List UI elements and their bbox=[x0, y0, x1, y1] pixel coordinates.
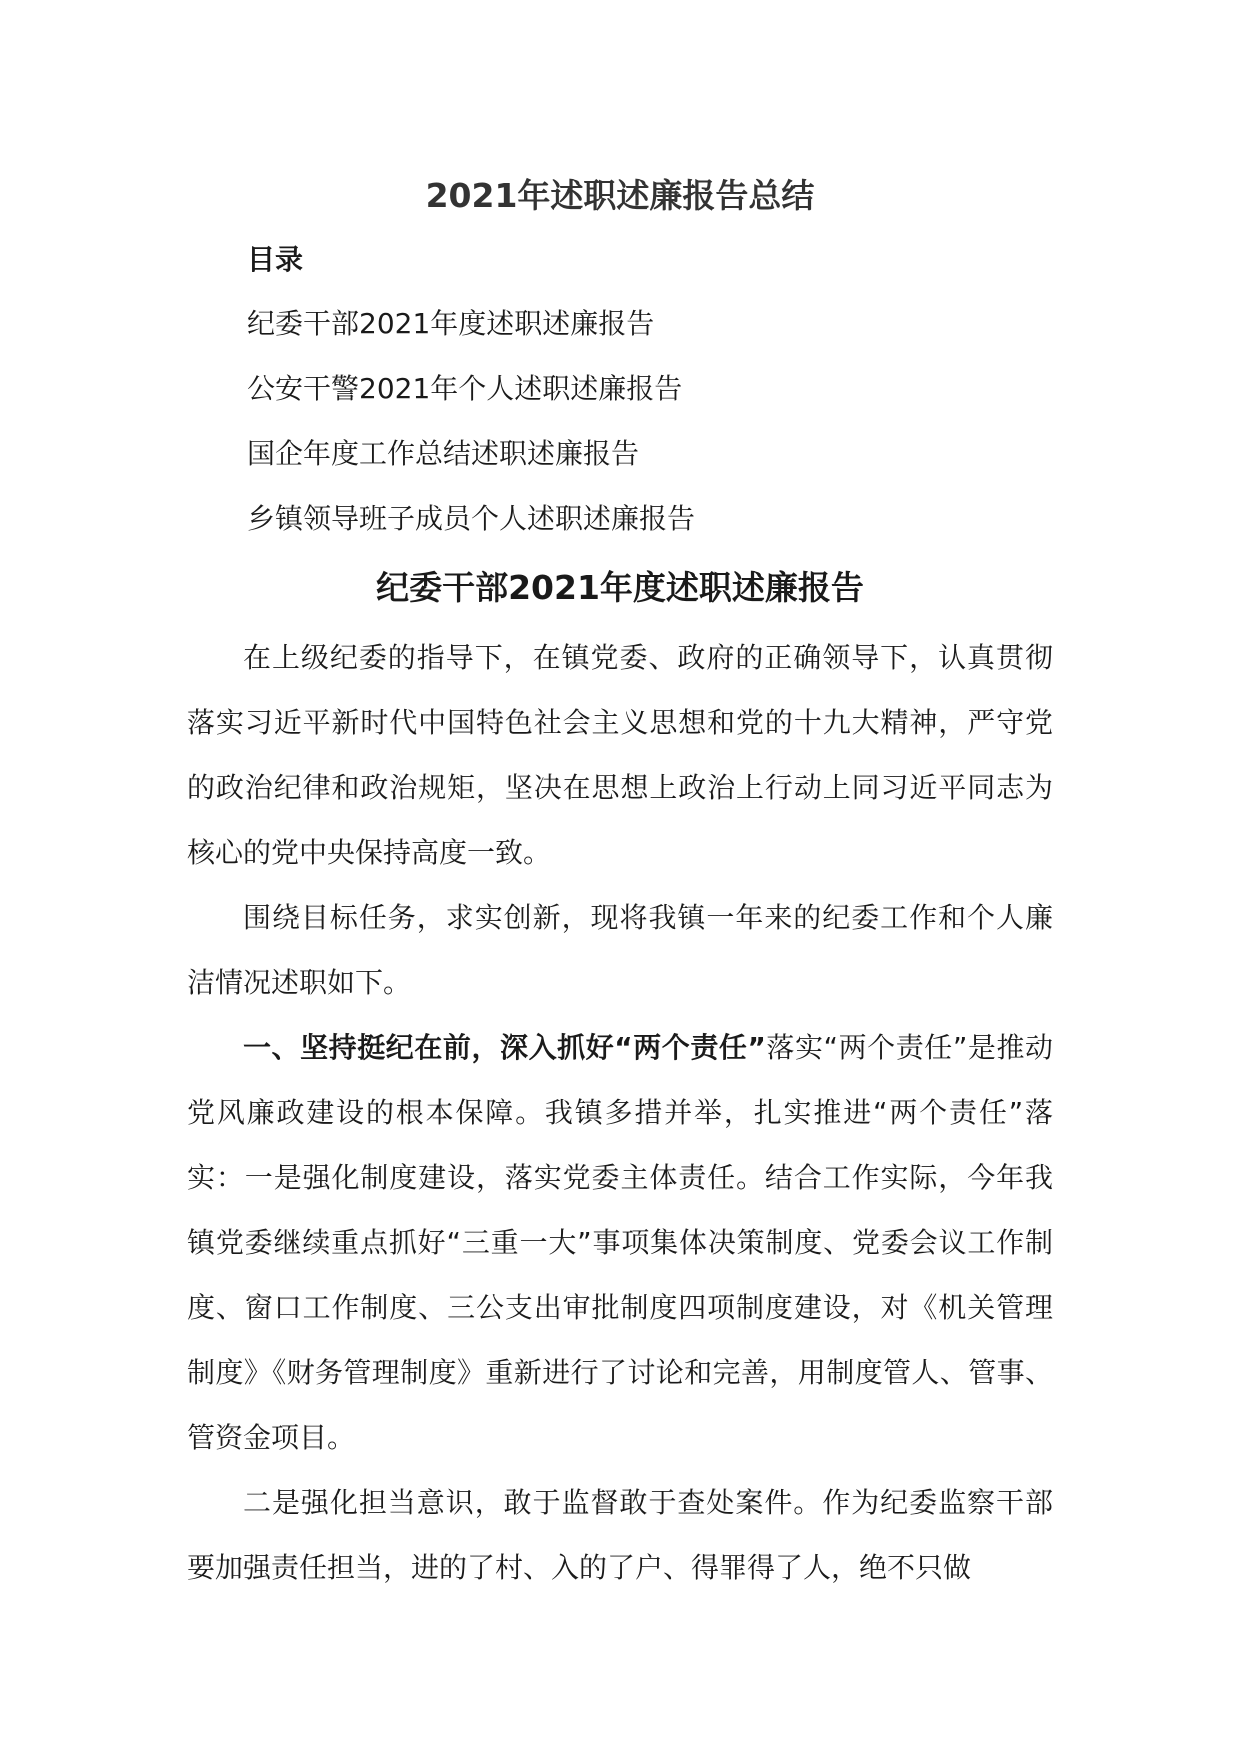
point-one-heading: 一、坚持挺纪在前，深入抓好“两个责任” bbox=[243, 1031, 766, 1064]
body-paragraph-point-one bbox=[187, 1015, 1053, 1470]
toc-item: 纪委干部2021年度述职述廉报告 bbox=[247, 307, 655, 340]
body-paragraph: 在上级纪委的指导下，在镇党委、政府的正确领导下，认真贯彻落实习近平新时代中国特色社会主义思想和党的十九大精神，严守党的政治纪律和政治规矩，坚决在思想上政治上行动上同习近平同志为核心的党中央保持高度一致。 bbox=[187, 641, 1053, 869]
toc-heading: 目录 bbox=[247, 243, 304, 276]
document-title: 2021年述职述廉报告总结 bbox=[425, 176, 815, 215]
point-one-text: 落实“两个责任”是推动党风廉政建设的根本保障。我镇多措并举，扎实推进“两个责任”落实：一是强化制度建设，落实党委主体责任。结合工作实际，今年我镇党委继续重点抓好“三重一大”事项集体决策制度、党委会议工作制度、窗口工作制度、三公支出审批制度四项制度建设，对《机关管理制度》《财务管理制度》重新进行了讨论和完善，用制度管人、管事、管资金项目。 bbox=[187, 1031, 1054, 1454]
toc-item: 国企年度工作总结述职述廉报告 bbox=[247, 437, 640, 470]
section-title: 纪委干部2021年度述职述廉报告 bbox=[376, 568, 864, 607]
body-paragraph: 围绕目标任务，求实创新，现将我镇一年来的纪委工作和个人廉洁情况述职如下。 bbox=[187, 901, 1053, 999]
toc-item: 公安干警2021年个人述职述廉报告 bbox=[247, 372, 683, 405]
toc-item: 乡镇领导班子成员个人述职述廉报告 bbox=[247, 502, 696, 535]
body-paragraph: 二是强化担当意识，敢于监督敢于查处案件。作为纪委监察干部要加强责任担当，进的了村、入的了户、得罪得了人，绝不只做 bbox=[187, 1486, 1053, 1584]
